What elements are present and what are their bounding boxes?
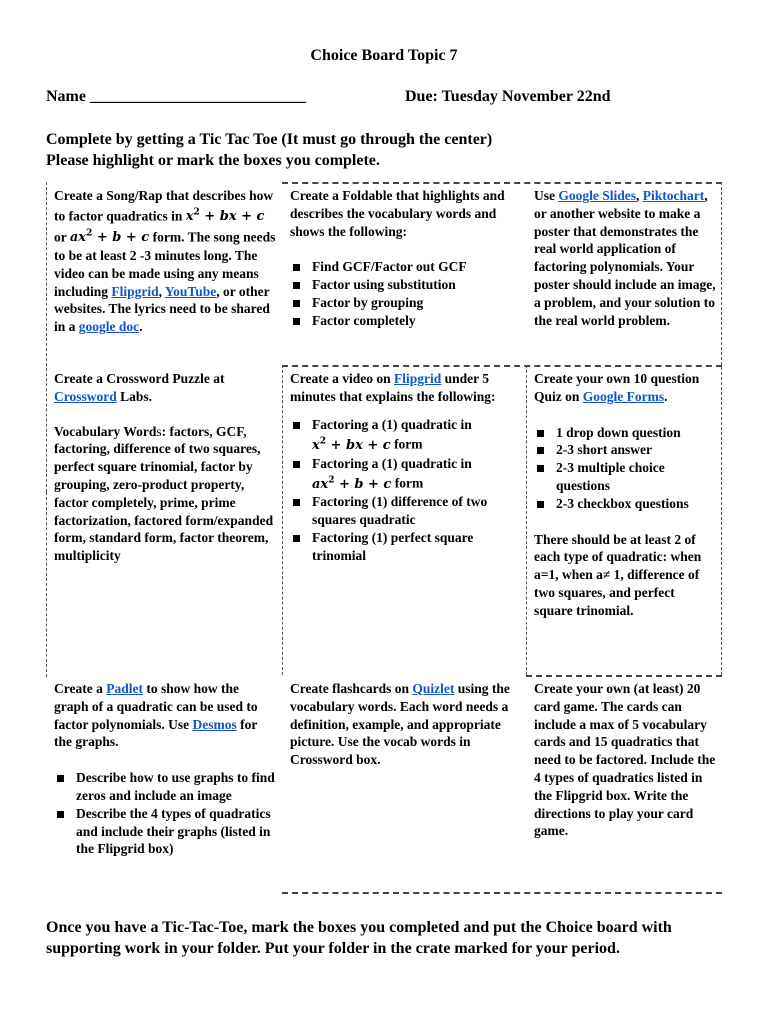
song-text-2: or — [54, 229, 70, 245]
google-forms-link[interactable]: Google Forms — [582, 388, 665, 404]
quiz-note: There should be at least 2 of each type of quadratic: when a=1, when a≠ 1, difference of two squares, and perfect square trinomial. — [534, 531, 702, 618]
instruction-line-2: Please highlight or mark the boxes you complete. — [46, 152, 380, 169]
video-text-2: under 5 minutes that explains the following: — [290, 371, 496, 404]
video-text-1: Create a video on — [290, 371, 394, 386]
flashcards-text-2: using the vocabulary words. Each word needs a definition, example, and appropriate picture. Use the vocab words in Crossword box. — [290, 681, 510, 768]
song-text-5: , or other websites. The lyrics need to be shared in a — [54, 283, 270, 335]
quiz-item-2: 2-3 short answer — [534, 441, 716, 459]
cell-flashcards — [282, 675, 526, 894]
crossword-link[interactable]: Crossword — [54, 388, 117, 404]
cell-card-game — [526, 675, 722, 894]
foldable-item-1: Find GCF/Factor out GCF — [290, 258, 520, 276]
quiz-item-3: 2-3 multiple choice questions — [534, 459, 716, 495]
google-slides-link[interactable]: Google Slides — [558, 188, 637, 203]
quiz-text-2: . — [664, 388, 668, 404]
cell-foldable — [282, 182, 526, 365]
page-title: Choice Board Topic 7 — [310, 47, 458, 64]
padlet-link[interactable]: Padlet — [106, 681, 143, 696]
foldable-item-3: Factor by grouping — [290, 294, 520, 312]
foldable-intro: Create a Foldable that highlights and describes the vocabulary words and shows the following: — [290, 188, 505, 239]
song-text-6: . — [139, 319, 143, 335]
song-text-3: form. The song needs to be at least 2 -3 minutes long. The video can be made using any means including — [54, 229, 276, 299]
desmos-link[interactable]: Desmos — [192, 716, 237, 732]
crossword-text-1: Create a Crossword Puzzle at — [54, 371, 225, 386]
quiz-item-1: 1 drop down question — [534, 424, 716, 442]
vocab-list: : factors, GCF, factoring, difference of two squares, perfect square trinomial, factor by grouping, zero-product property, factor completely, prime, prime factorization, factored form/expanded form, standard form, factor theorem, multiplicity — [54, 423, 274, 564]
flipgrid-link-2[interactable]: Flipgrid — [394, 371, 442, 386]
foldable-item-4: Factor completely — [290, 312, 520, 330]
padlet-item-1: Describe how to use graphs to find zeros and include an image — [54, 769, 276, 805]
due-date: Due: Tuesday November 22nd — [405, 88, 611, 105]
name-line: Name ___________________________ — [46, 88, 306, 105]
quiz-text-1: Create your own 10 question Quiz on — [534, 371, 700, 404]
crossword-text-2: Labs. — [116, 388, 153, 404]
video-item-4: Factoring (1) perfect square trinomial — [290, 529, 520, 565]
foldable-item-2: Factor using substitution — [290, 276, 520, 294]
padlet-text-1: Create a — [54, 681, 107, 696]
poster-text-3: , or another website to make a poster that demonstrates the real world application of factoring polynomials. Your poster should include an image, a problem, and your solution to the real world problem. — [534, 188, 716, 328]
cardgame-text: Create your own (at least) 20 card game. The cards can include a max of 5 vocabulary cards and 15 quadratics that need to be factored. Include the 4 types of quadratics listed in the Flipgrid box. Write the directions to play your card game. — [534, 681, 716, 839]
cell-video — [282, 365, 526, 675]
quiz-item-4: 2-3 checkbox questions — [534, 495, 716, 513]
cell-song-rap — [46, 182, 282, 365]
flipgrid-link[interactable]: Flipgrid — [111, 283, 159, 299]
song-text-4: , — [158, 283, 165, 299]
cell-poster — [526, 182, 722, 365]
quizlet-link[interactable]: Quizlet — [412, 681, 455, 696]
padlet-item-2: Describe the 4 types of quadratics and include their graphs (listed in the Flipgrid box) — [54, 805, 276, 858]
video-item-2: Factoring a (1) quadratic in $ax^2 + b + c$ form — [290, 455, 520, 494]
song-text-1: Create a Song/Rap that describes how to factor quadratics in — [54, 188, 274, 224]
poster-text-1: Use — [534, 188, 559, 203]
instruction-line-1: Complete by getting a Tic Tac Toe (It must go through the center) — [46, 131, 493, 148]
poster-text-2: , — [636, 188, 643, 203]
footer-instructions: Once you have a Tic-Tac-Toe, mark the boxes you completed and put the Choice board with supporting work in your folder. Put your folder in the crate marked for your period. — [46, 919, 672, 957]
video-item-3: Factoring (1) difference of two squares quadratic — [290, 493, 520, 529]
math-expression: $x^2$ + bx + c — [185, 207, 265, 225]
instructions — [46, 129, 492, 171]
cell-quiz — [526, 365, 722, 675]
piktochart-link[interactable]: Piktochart — [642, 188, 705, 203]
youtube-link[interactable]: YouTube — [164, 283, 217, 299]
cell-padlet — [46, 675, 282, 894]
vocab-label: Vocabulary Word — [54, 423, 157, 439]
choice-board-grid — [46, 182, 722, 894]
flashcards-text-1: Create flashcards on — [290, 681, 413, 696]
vocab-label-s: s — [156, 423, 162, 439]
video-item-1: Factoring a (1) quadratic in $x^2$ + bx + c form — [290, 416, 520, 455]
cell-crossword — [46, 365, 282, 675]
math-expression-2: $ax^2 + b + c$ — [69, 228, 150, 246]
padlet-text-2: to show how the graph of a quadratic can be used to factor polynomials. Use — [54, 681, 258, 732]
padlet-text-3: for the graphs. — [54, 716, 258, 750]
google-doc-link[interactable]: google doc — [78, 319, 140, 335]
